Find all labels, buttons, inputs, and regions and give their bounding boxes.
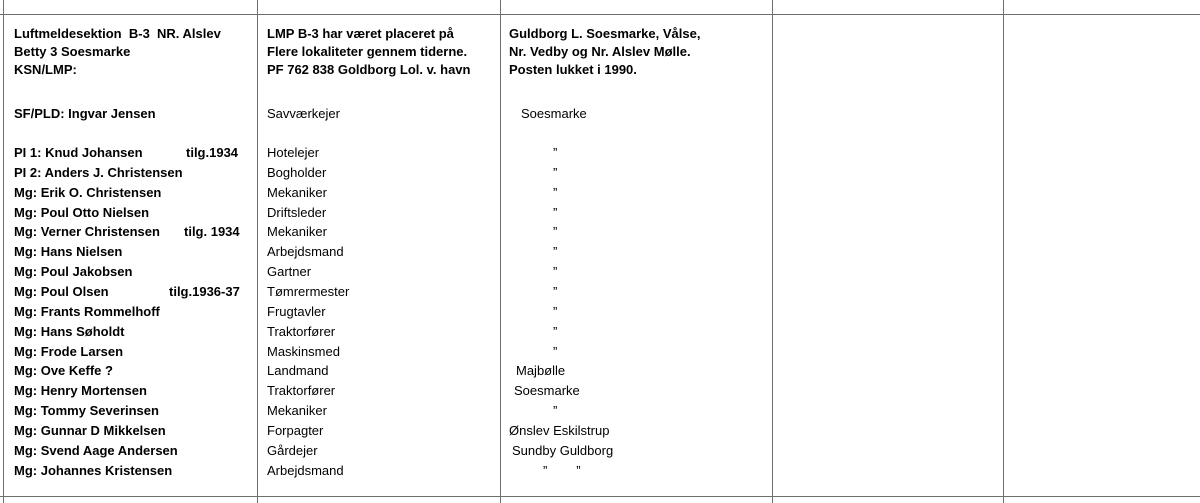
member-occupation: Driftsleder (267, 205, 327, 220)
member-occupation: Landmand (267, 363, 329, 378)
member-name: Mg: Poul Jakobsen (14, 264, 133, 279)
member-occupation: Traktorfører (267, 324, 336, 339)
sfpld-occupation: Savværkejer (267, 106, 340, 121)
column1-header-line: Luftmeldesektion B-3 NR. Alslev (14, 26, 221, 41)
member-name: Mg: Verner Christensen (14, 224, 160, 239)
member-name: Mg: Hans Søholdt (14, 324, 125, 339)
column1-header-line: KSN/LMP: (14, 62, 77, 77)
member-place: ” (553, 264, 558, 279)
member-place: Ønslev Eskilstrup (509, 423, 610, 438)
member-occupation: Mekaniker (267, 403, 327, 418)
member-name: Mg: Poul Olsen (14, 284, 109, 299)
member-place: ” (553, 304, 558, 319)
member-note: tilg. 1934 (184, 224, 240, 239)
table-left-border (3, 0, 4, 503)
member-note: tilg.1934 (186, 145, 239, 160)
column-divider-1 (257, 0, 258, 503)
member-name: Mg: Erik O. Christensen (14, 185, 162, 200)
column-divider-4 (1003, 0, 1004, 503)
member-occupation: Bogholder (267, 165, 327, 180)
member-name: Mg: Henry Mortensen (14, 383, 147, 398)
member-occupation: Maskinsmed (267, 344, 340, 359)
member-place: ” ” (543, 463, 581, 478)
column1-header-line: Betty 3 Soesmarke (14, 44, 131, 59)
column2-header-line: LMP B-3 har været placeret på (267, 26, 454, 41)
member-name: Mg: Gunnar D Mikkelsen (14, 423, 166, 438)
member-place: ” (553, 344, 558, 359)
member-place: ” (553, 165, 558, 180)
column3-header-line: Posten lukket i 1990. (509, 62, 637, 77)
member-place: ” (553, 324, 558, 339)
member-place: ” (553, 284, 558, 299)
member-occupation: Gårdejer (267, 443, 318, 458)
member-place: Soesmarke (514, 383, 580, 398)
member-place: ” (553, 205, 558, 220)
member-occupation: Mekaniker (267, 224, 327, 239)
member-note: tilg.1936-37 (169, 284, 240, 299)
member-name: Mg: Hans Nielsen (14, 244, 123, 259)
table-bottom-border (0, 496, 1200, 497)
member-name: PI 1: Knud Johansen (14, 145, 143, 160)
member-occupation: Tømrermester (267, 284, 350, 299)
member-place: ” (553, 224, 558, 239)
member-place: ” (553, 145, 558, 160)
member-occupation: Arbejdsmand (267, 463, 344, 478)
sfpld-place: Soesmarke (521, 106, 587, 121)
member-name: Mg: Frode Larsen (14, 344, 124, 359)
member-name: PI 2: Anders J. Christensen (14, 165, 183, 180)
member-place: Majbølle (516, 363, 566, 378)
sfpld-name: SF/PLD: Ingvar Jensen (14, 106, 156, 121)
member-name: Mg: Svend Aage Andersen (14, 443, 178, 458)
member-occupation: Mekaniker (267, 185, 327, 200)
member-name: Mg: Johannes Kristensen (14, 463, 173, 478)
column3-header-line: Guldborg L. Soesmarke, Vålse, (509, 26, 701, 41)
member-place: Sundby Guldborg (512, 443, 614, 458)
member-place: ” (553, 185, 558, 200)
member-occupation: Hotelejer (267, 145, 320, 160)
column-divider-2 (500, 0, 501, 503)
table-top-border (0, 14, 1200, 15)
member-name: Mg: Poul Otto Nielsen (14, 205, 150, 220)
member-occupation: Forpagter (267, 423, 324, 438)
column2-header-line: PF 762 838 Goldborg Lol. v. havn (267, 62, 471, 77)
member-occupation: Traktorfører (267, 383, 336, 398)
column-divider-3 (772, 0, 773, 503)
member-occupation: Frugtavler (267, 304, 326, 319)
column2-header-line: Flere lokaliteter gennem tiderne. (267, 44, 468, 59)
member-place: ” (553, 244, 558, 259)
member-name: Mg: Ove Keffe ? (14, 363, 113, 378)
column3-header-line: Nr. Vedby og Nr. Alslev Mølle. (509, 44, 691, 59)
member-occupation: Gartner (267, 264, 312, 279)
member-occupation: Arbejdsmand (267, 244, 344, 259)
member-name: Mg: Frants Rommelhoff (14, 304, 160, 319)
member-name: Mg: Tommy Severinsen (14, 403, 159, 418)
member-place: ” (553, 403, 558, 418)
